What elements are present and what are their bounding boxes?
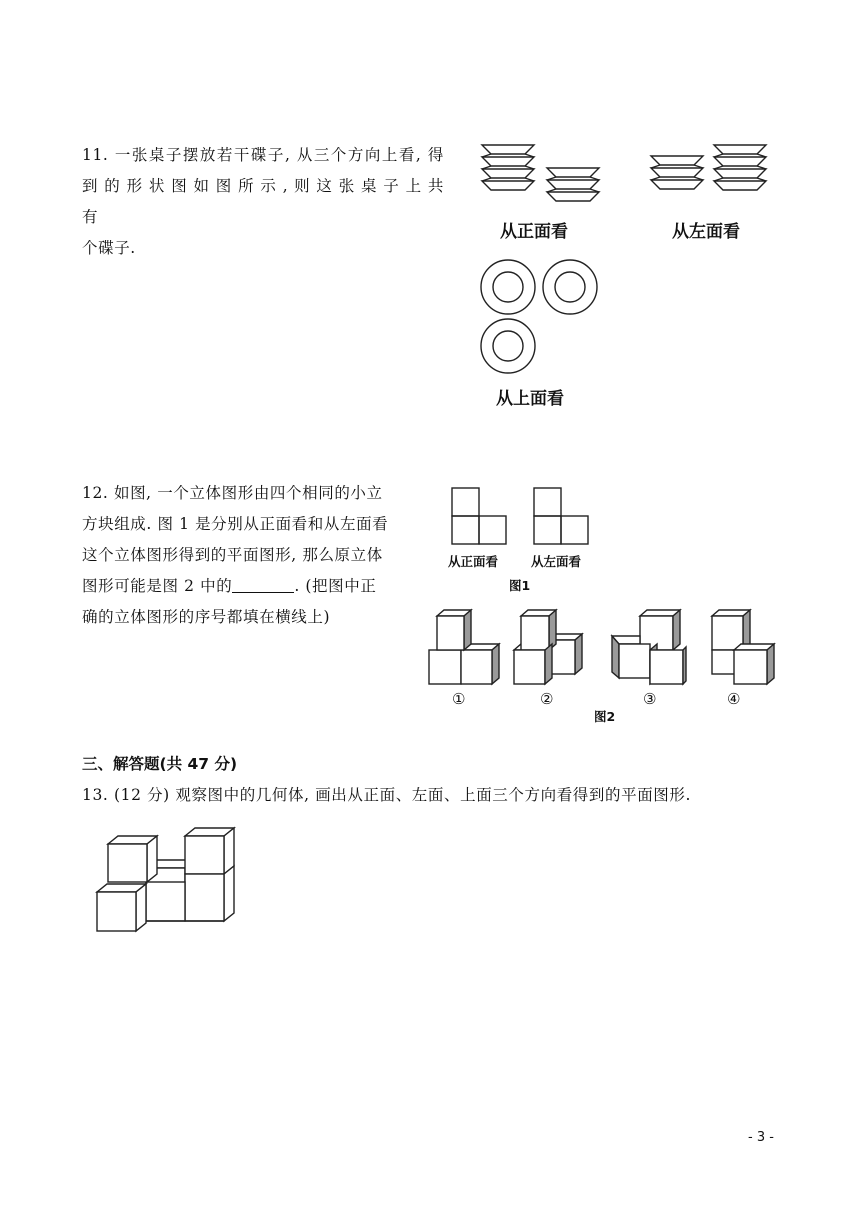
q11-front-view-figure [478,142,608,202]
plate-stack-right [714,145,766,190]
q12-line-5: 确的立体图形的序号都填在横线上) [82,608,331,626]
q12-line-3: 这个立体图形得到的平面图形, 那么原立体 [82,546,383,564]
plate-top-2 [543,260,597,314]
section-3-title: 三、解答题(共 47 分) [82,755,238,773]
q12-option-4-solid [710,606,780,686]
q12-line-2: 方块组成. 图 1 是分别从正面看和从左面看 [82,515,389,533]
q12-fig1-left-label: 从左面看 [531,554,582,569]
q12-fig1-front-label: 从正面看 [448,554,499,569]
q12-option-3-solid [610,606,690,686]
q13-text: 13. (12 分) 观察图中的几何体, 画出从正面、左面、上面三个方向看得到的平面图形. [82,786,692,804]
q12-option-1-label: ① [452,690,466,708]
q11-line-2: 到 的 形 状 图 如 图 所 示 , 则 这 张 桌 子 上 共 有 [82,177,444,226]
q12-option-2-solid [512,606,587,686]
q11-top-label: 从上面看 [496,389,564,409]
q12-option-2-label: ② [540,690,554,708]
plate-stack-left [651,156,703,189]
q12-line-4-pre: 图形可能是图 2 中的 [82,577,233,595]
q11-left-label: 从左面看 [672,222,740,242]
q12-line-1: 12. 如图, 一个立体图形由四个相同的小立 [82,484,383,502]
q11-text [82,140,444,264]
q12-fig1-left-view [532,486,592,546]
q11-line-1: 11. 一张桌子摆放若干碟子, 从三个方向上看, 得 [82,146,444,164]
q11-front-label: 从正面看 [500,222,568,242]
answer-blank [232,576,294,593]
q12-option-1-solid [427,606,497,686]
q11-line-3: 个碟子. [82,239,136,257]
plate-top-1 [481,260,535,314]
q12-option-3-label: ③ [643,690,657,708]
plate-stack-right [547,168,599,201]
q12-fig1-caption: 图1 [509,578,531,593]
q13-geometric-solid [94,826,244,938]
q11-left-view-figure [648,142,778,202]
q12-fig2-caption: 图2 [594,709,616,724]
q12-line-4 [82,571,412,602]
plate-stack-left [482,145,534,190]
q12-option-4-label: ④ [727,690,741,708]
q12-fig1-front-view [450,486,510,546]
plate-top-3 [481,319,535,373]
q12-line-4-post: . (把图中正 [294,577,377,595]
q11-top-view-figure [478,258,603,373]
q12-text [82,478,412,633]
page-number: - 3 - [748,1130,774,1145]
